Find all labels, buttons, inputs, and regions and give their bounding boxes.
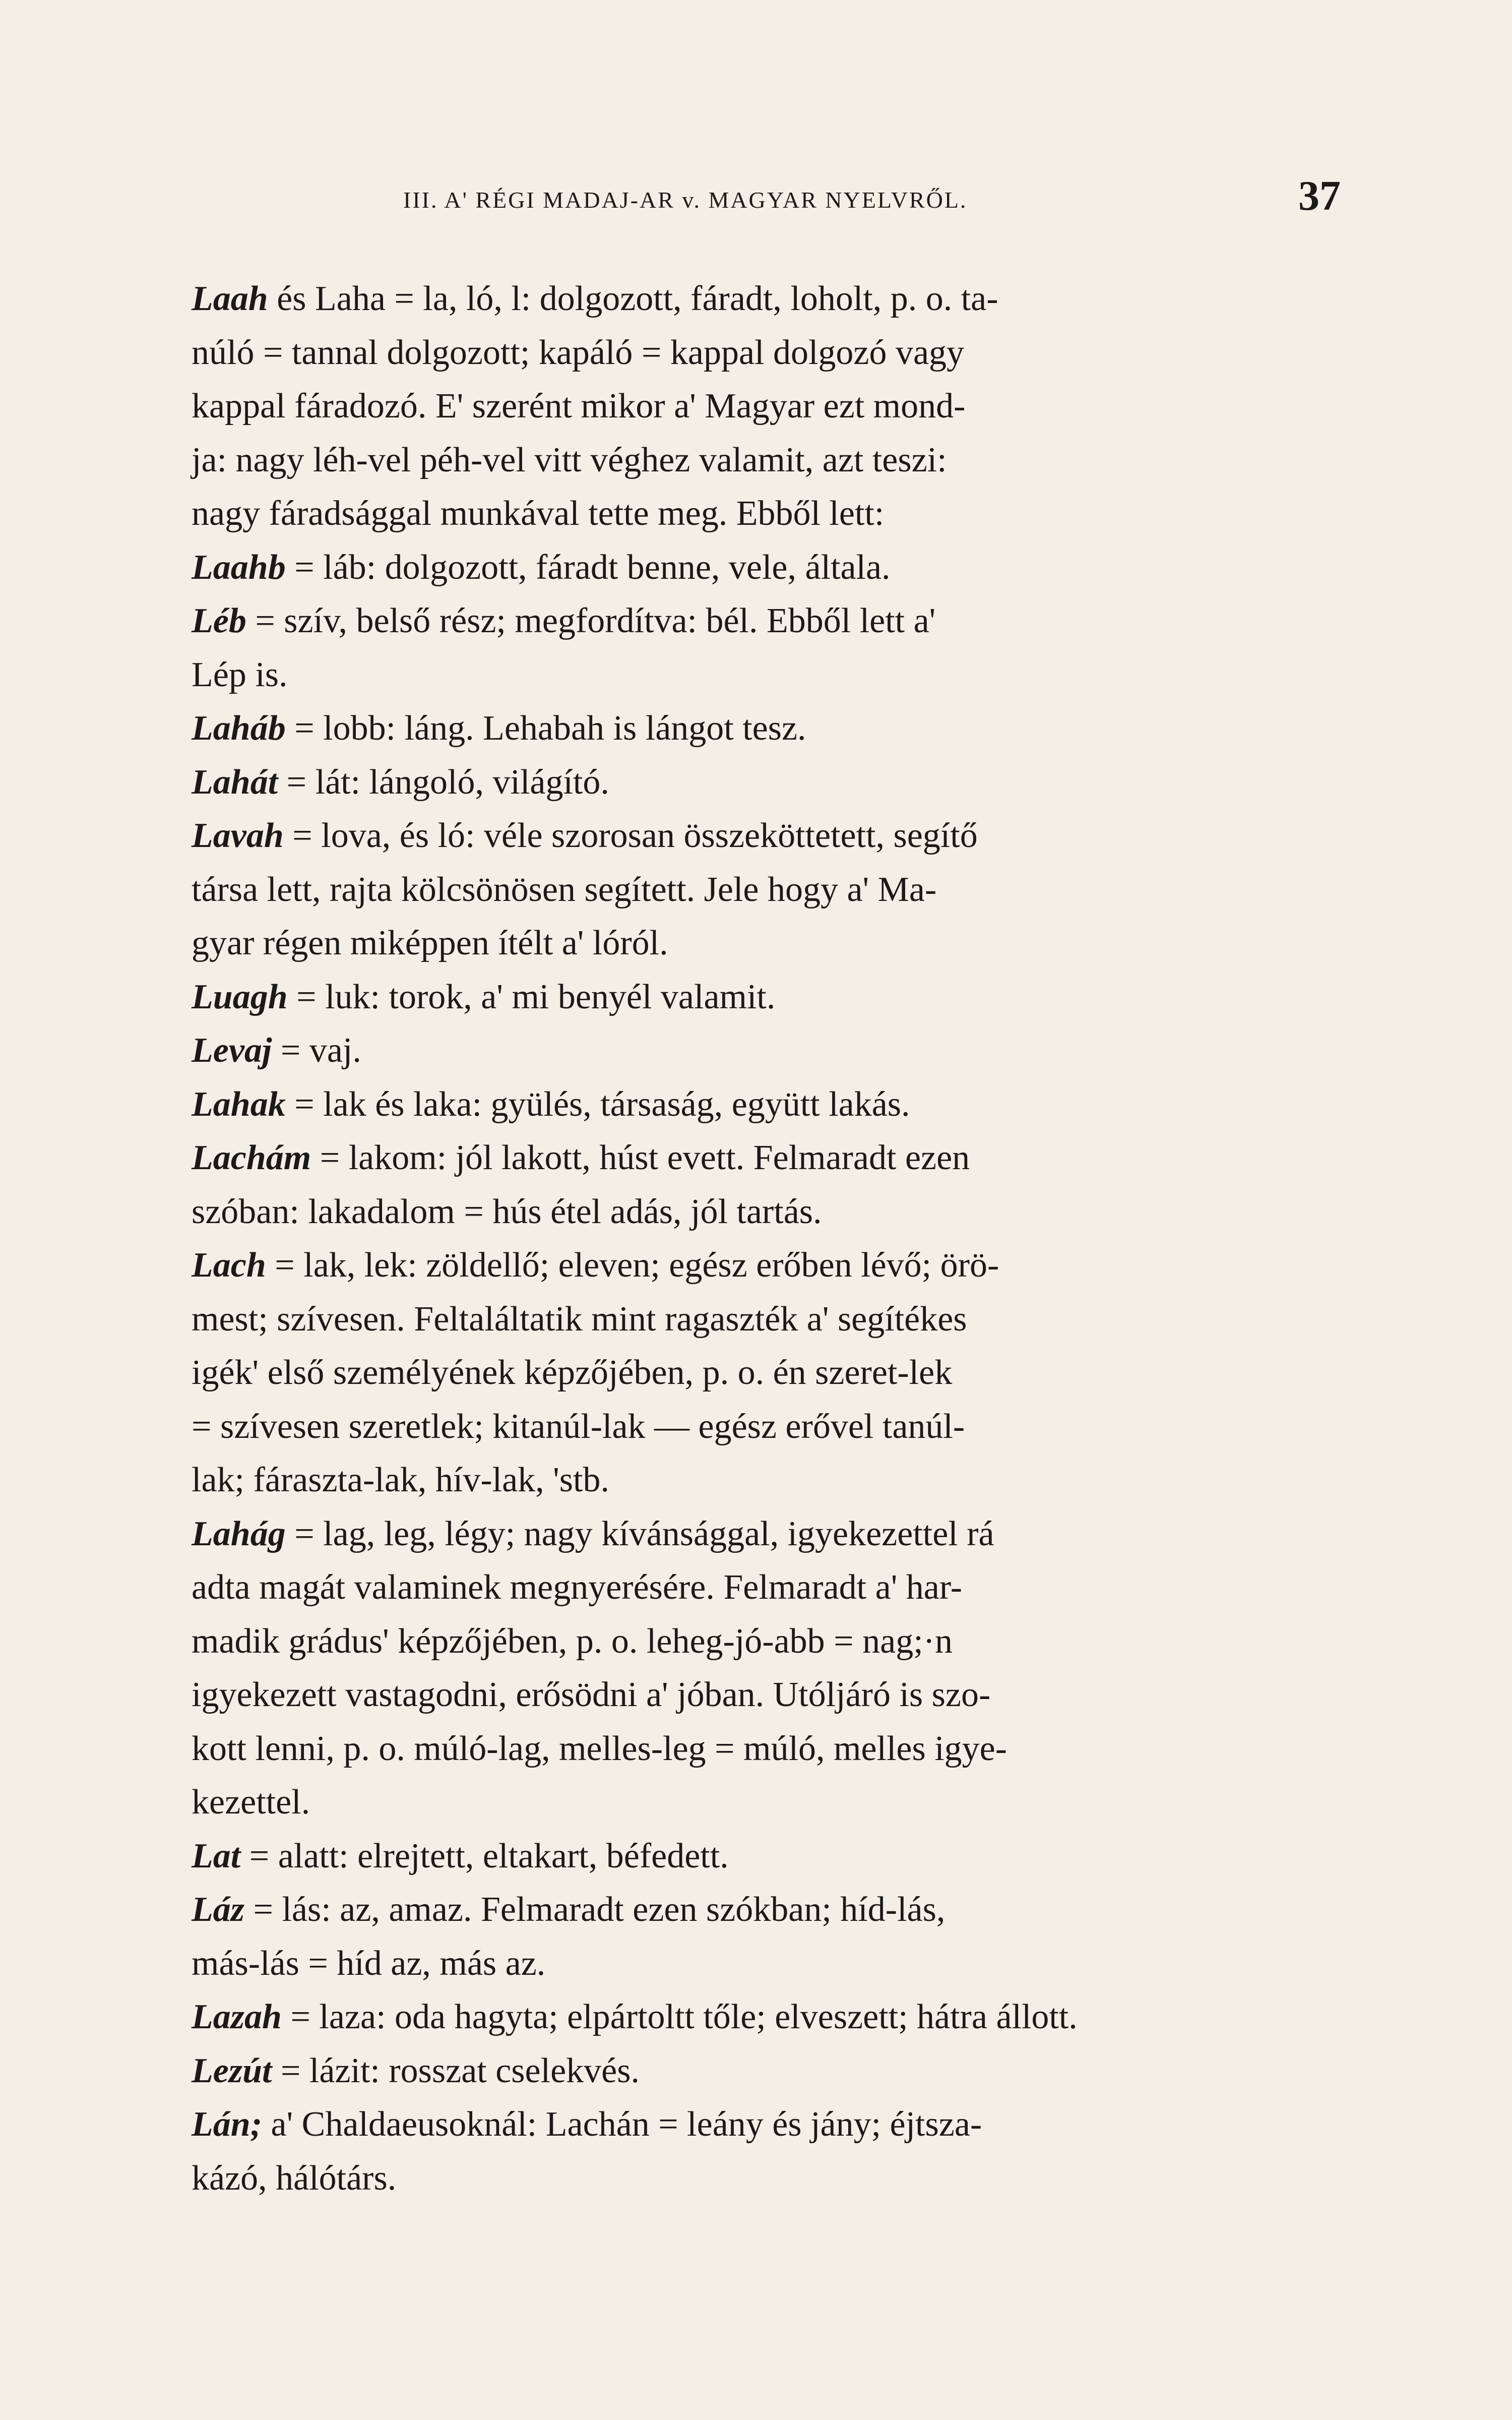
entry-headword: Lach <box>192 1246 266 1285</box>
entry-headword: Laháb <box>192 709 286 748</box>
entry-text: madik grádus' képzőjében, p. o. leheg-jó-abb = nag;·n <box>192 1621 953 1661</box>
entry-line <box>192 1830 1351 1884</box>
entry-text: = szívesen szeretlek; kitanúl-lak — egész erővel tanúl- <box>192 1407 965 1446</box>
entry-headword: Lachám <box>192 1138 311 1177</box>
entry-line <box>192 1454 1351 1507</box>
entry-headword: Levaj <box>192 1031 272 1070</box>
entry-text: = lakom: jól lakott, húst evett. Felmaradt ezen <box>320 1138 970 1177</box>
dictionary-entry <box>192 702 1351 756</box>
entry-text: kezettel. <box>192 1783 310 1822</box>
entry-text: és Laha = la, ló, l: dolgozott, fáradt, loholt, p. o. ta- <box>277 279 998 318</box>
entry-text: = lag, leg, légy; nagy kívánsággal, igyekezettel rá <box>294 1514 994 1553</box>
entry-text: = vaj. <box>280 1031 361 1070</box>
entry-line <box>192 1561 1351 1615</box>
entry-line <box>192 380 1351 434</box>
entry-line <box>192 1776 1351 1830</box>
entry-line <box>192 1239 1351 1293</box>
entry-text: = lás: az, amaz. Felmaradt ezen szókban; híd-lás, <box>253 1890 946 1929</box>
entry-line <box>192 2098 1351 2152</box>
entry-line <box>192 594 1351 648</box>
entry-line <box>192 1131 1351 1185</box>
entry-headword: Lahág <box>192 1514 286 1553</box>
entry-line <box>192 272 1351 326</box>
entry-line <box>192 1293 1351 1347</box>
entry-text: = alatt: elrejtett, eltakart, béfedett. <box>249 1836 729 1876</box>
entry-line <box>192 1937 1351 1991</box>
entry-text: igyekezett vastagodni, erősödni a' jóban. Utóljáró is szo- <box>192 1675 991 1714</box>
entry-text: = lak, lek: zöldellő; eleven; egész erőben lévő; örö- <box>275 1246 999 1285</box>
dictionary-entry <box>192 594 1351 702</box>
dictionary-entries <box>192 272 1351 2205</box>
entry-text: = lát: lángoló, világító. <box>286 762 609 802</box>
entry-line <box>192 1722 1351 1776</box>
entry-text: = laza: oda hagyta; elpártoltt tőle; elveszett; hátra állott. <box>290 1998 1078 2036</box>
entry-line <box>192 1400 1351 1454</box>
dictionary-entry <box>192 756 1351 810</box>
entry-line <box>192 917 1351 971</box>
page-number: 37 <box>1298 172 1341 219</box>
entry-text: más-lás = híd az, más az. <box>192 1944 546 1983</box>
entry-text: gyar régen miképpen ítélt a' lóról. <box>192 924 668 962</box>
entry-line <box>192 1615 1351 1669</box>
entry-text: = lázit: rosszat cselekvés. <box>280 2051 640 2090</box>
entry-text: ja: nagy léh-vel péh-vel vitt véghez valamit, azt teszi: <box>192 440 947 479</box>
entry-line <box>192 541 1351 595</box>
entry-line <box>192 971 1351 1024</box>
entry-line <box>192 1883 1351 1937</box>
entry-text: = lobb: láng. Lehabah is lángot tesz. <box>294 709 806 748</box>
dictionary-entry <box>192 1239 1351 1507</box>
entry-headword: Lat <box>192 1836 241 1876</box>
entry-text: núló = tannal dolgozott; kapáló = kappal dolgozó vagy <box>192 333 965 372</box>
entry-headword: Láz <box>192 1890 244 1929</box>
entry-text: adta magát valaminek megnyerésére. Felmaradt a' har- <box>192 1568 963 1607</box>
entry-text: kott lenni, p. o. múló-lag, melles-leg = múló, melles igye- <box>192 1729 1007 1768</box>
entry-headword: Léb <box>192 601 246 640</box>
entry-text: = szív, belső rész; megfordítva: bél. Ebből lett a' <box>255 601 936 640</box>
entry-headword: Laah <box>192 279 268 318</box>
entry-text: kappal fáradozó. E' szerént mikor a' Magyar ezt mond- <box>192 387 966 426</box>
entry-text: nagy fáradsággal munkával tette meg. Ebből lett: <box>192 494 885 533</box>
entry-text: társa lett, rajta kölcsönösen segített. Jele hogy a' Ma- <box>192 870 937 909</box>
header-title: III. A' RÉGI MADAJ-AR v. MAGYAR NYELVRŐL. <box>403 187 968 213</box>
entry-headword: Lezút <box>192 2051 272 2090</box>
entry-line <box>192 1990 1351 2044</box>
entry-text: = lova, és ló: véle szorosan összeköttetett, segítő <box>292 816 978 855</box>
entry-text: szóban: lakadalom = hús étel adás, jól tartás. <box>192 1192 822 1231</box>
entry-line <box>192 702 1351 756</box>
dictionary-entry <box>192 1830 1351 1884</box>
entry-text: mest; szívesen. Feltaláltatik mint ragaszték a' segítékes <box>192 1299 967 1339</box>
dictionary-entry <box>192 1990 1351 2044</box>
entry-line <box>192 648 1351 702</box>
entry-line <box>192 487 1351 541</box>
entry-text: igék' első személyének képzőjében, p. o. én szeret-lek <box>192 1353 953 1392</box>
dictionary-entry <box>192 272 1351 541</box>
entry-line <box>192 863 1351 917</box>
entry-line <box>192 1668 1351 1722</box>
entry-headword: Luagh <box>192 977 288 1016</box>
entry-text: kázó, hálótárs. <box>192 2158 397 2198</box>
running-header <box>403 171 1341 227</box>
entry-line <box>192 1346 1351 1400</box>
entry-line <box>192 1185 1351 1239</box>
dictionary-entry <box>192 1024 1351 1078</box>
entry-text: a' Chaldaeusoknál: Lachán = leány és jány; éjtsza- <box>271 2105 982 2144</box>
dictionary-entry <box>192 2044 1351 2098</box>
dictionary-entry <box>192 1131 1351 1239</box>
entry-headword: Lán; <box>192 2105 262 2144</box>
entry-line <box>192 434 1351 488</box>
entry-headword: Lazah <box>192 1998 282 2036</box>
dictionary-entry <box>192 1078 1351 1132</box>
entry-headword: Lahát <box>192 762 278 802</box>
entry-line <box>192 2044 1351 2098</box>
entry-text: lak; fáraszta-lak, hív-lak, 'stb. <box>192 1461 609 1499</box>
entry-line <box>192 2152 1351 2206</box>
entry-headword: Laahb <box>192 548 286 587</box>
entry-text: = luk: torok, a' mi benyél valamit. <box>296 977 776 1016</box>
dictionary-entry <box>192 2098 1351 2205</box>
entry-text: = láb: dolgozott, fáradt benne, vele, általa. <box>294 548 891 587</box>
entry-line <box>192 756 1351 810</box>
entry-line <box>192 1024 1351 1078</box>
entry-text: Lép is. <box>192 655 288 694</box>
dictionary-entry <box>192 1507 1351 1830</box>
dictionary-entry <box>192 971 1351 1024</box>
entry-line <box>192 1507 1351 1561</box>
dictionary-entry <box>192 1883 1351 1990</box>
entry-line <box>192 326 1351 380</box>
dictionary-entry <box>192 541 1351 595</box>
entry-text: = lak és laka: gyülés, társaság, együtt lakás. <box>294 1084 910 1124</box>
entry-line <box>192 809 1351 863</box>
entry-headword: Lavah <box>192 816 284 855</box>
entry-headword: Lahak <box>192 1084 286 1124</box>
entry-line <box>192 1078 1351 1132</box>
dictionary-entry <box>192 809 1351 971</box>
